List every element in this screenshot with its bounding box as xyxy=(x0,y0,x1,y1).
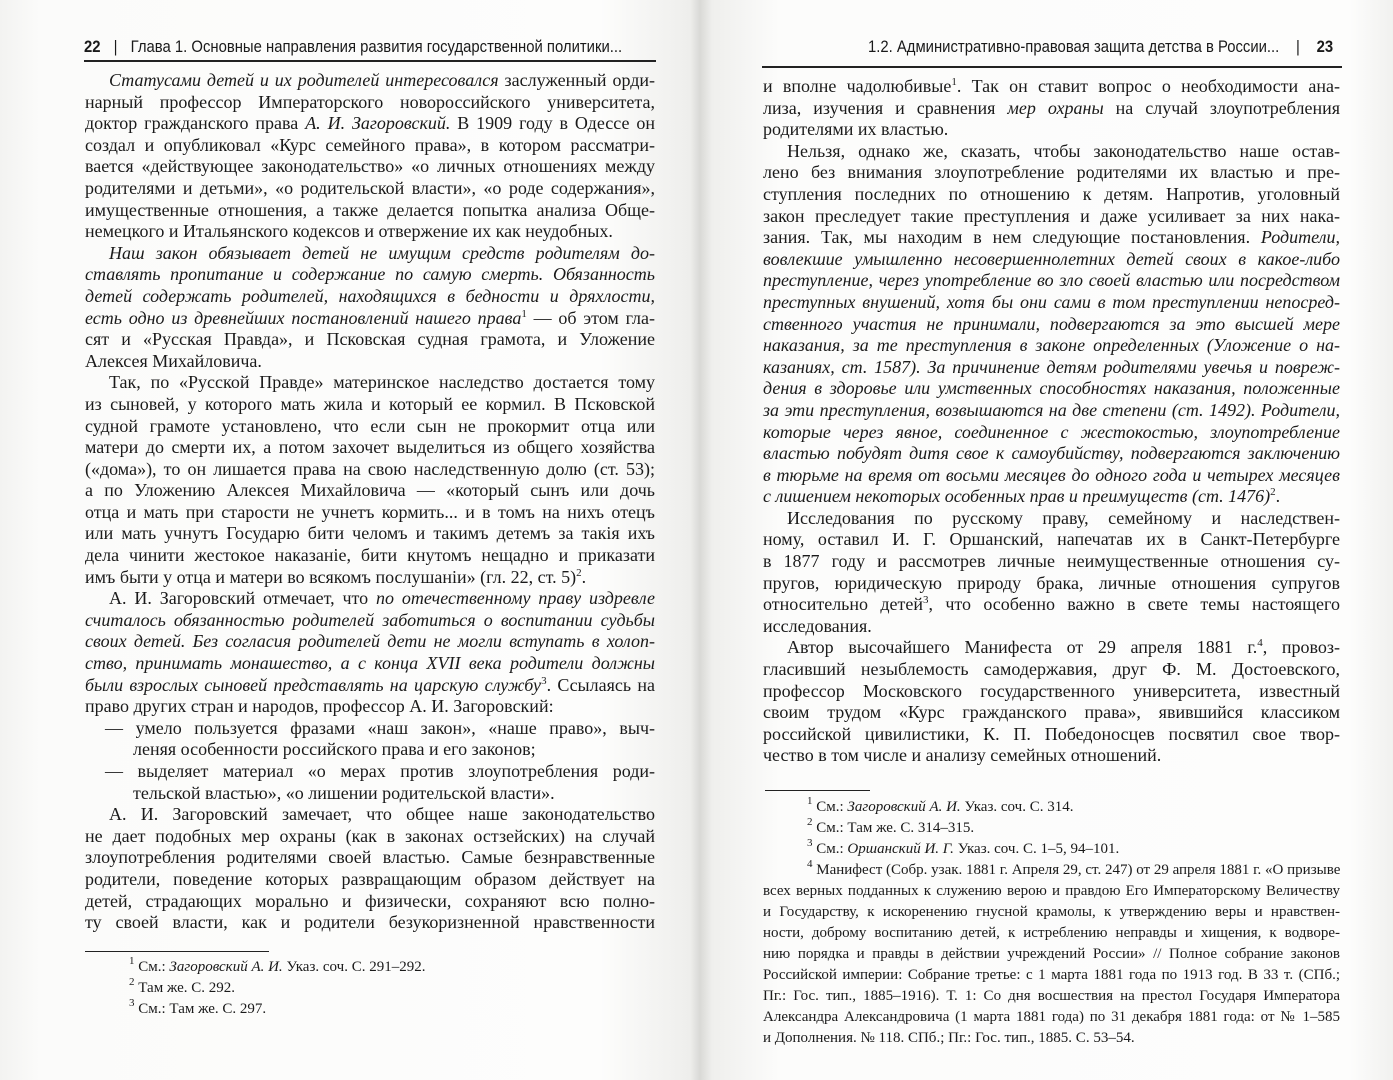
text: ступления последних по отношению к детям. Напротив, уголовный xyxy=(763,183,1340,204)
footnote-ref: 4 xyxy=(807,858,813,870)
text-line xyxy=(763,422,1340,444)
text-line xyxy=(763,681,1340,703)
footnote-line xyxy=(763,944,1340,965)
text-line xyxy=(85,502,655,524)
italic-text: А. И. Загоровский. xyxy=(305,113,451,134)
italic-text: которые через явное, соединенное с жестокостью, злоупотребление xyxy=(763,421,1340,442)
text-line xyxy=(763,529,1340,551)
text-line xyxy=(85,847,655,869)
text: родителями их властью. xyxy=(763,119,949,140)
text: тельской властью», «о лишении родительской власти». xyxy=(133,782,555,803)
text-line xyxy=(763,573,1340,595)
text: См.: xyxy=(812,799,848,815)
text-line xyxy=(85,372,655,394)
text-line xyxy=(763,551,1340,573)
italic-text: за эти преступления, возвышаются на две степени (ст. 1492). Родители, xyxy=(763,399,1340,420)
right-header-rule xyxy=(762,66,1342,68)
text: из сыновей, у которого мать жила и который ее кормил. В Псковской xyxy=(85,393,655,414)
left-running-head: Глава 1. Основные направления развития государственной политики... xyxy=(130,38,623,56)
left-footnotes xyxy=(85,957,655,1020)
footnote-line xyxy=(763,881,1340,902)
text-line xyxy=(85,718,655,740)
text: , провоз- xyxy=(1262,637,1340,658)
footnote-ref: 3 xyxy=(922,594,929,607)
footnote-line xyxy=(85,957,655,978)
text-line xyxy=(763,378,1340,400)
italic-text: считалось обязанностью родителей заботиться о воспитании судьбы xyxy=(85,609,655,630)
text-line xyxy=(85,135,655,157)
text-line xyxy=(763,249,1340,271)
left-page-number: 22 xyxy=(84,38,101,56)
header-separator: | xyxy=(1296,38,1300,56)
text: Исследования по русскому праву, семейному и наследствен- xyxy=(787,507,1340,528)
italic-text: в тюрьме на время от восьми месяцев до одного года и четырех месяцев xyxy=(763,464,1340,485)
footnote-line xyxy=(763,818,1340,839)
text: А. И. Загоровский отмечает, что xyxy=(109,588,377,609)
text: См.: Там же. С. 297. xyxy=(134,1001,267,1017)
text-line xyxy=(85,696,655,718)
text: нию порядка и правды в действии учреждений России» // Полное собрание законов xyxy=(763,946,1340,962)
text: Автор высочайшего Манифеста от 29 апреля 1881 г. xyxy=(787,637,1258,658)
text-line xyxy=(763,314,1340,336)
text: . xyxy=(1275,486,1281,507)
text-line xyxy=(763,162,1340,184)
text: Так, по «Русской Правде» материнское наследство достается тому xyxy=(109,372,655,393)
text: судной грамоте установлено, что если сын не прокормит отца или xyxy=(85,415,655,436)
text-line xyxy=(763,443,1340,465)
text: См.: Там же. С. 314–315. xyxy=(812,820,975,836)
text-line xyxy=(85,783,655,805)
italic-text: властью побудят дитя свое к самоубийству, подвергаются заключению xyxy=(763,443,1340,464)
italic-text: мер охраны xyxy=(1007,97,1104,118)
text: дела чинити жестокое наказаніе, бити кнутомъ нещадно и приказати xyxy=(85,545,655,566)
text: Указ. соч. С. 291–292. xyxy=(282,959,426,975)
italic-text: с лишением некоторых особенных прав и преимуществ (ст. 1476) xyxy=(763,486,1271,507)
text-line xyxy=(85,545,655,567)
text-line xyxy=(85,437,655,459)
italic-text: ставлять пропитание и содержание по самую смерть. Обязанность xyxy=(85,264,655,285)
footnote-line xyxy=(763,965,1340,986)
text-line xyxy=(763,745,1340,767)
text-line xyxy=(85,826,655,848)
footnote-line xyxy=(763,839,1340,860)
italic-text: дения в здоровье или умственных способностях наказания, положенные xyxy=(763,378,1340,399)
text-line xyxy=(85,70,655,92)
text-line xyxy=(85,891,655,913)
text: пругов, юридическую природу брака, личные отношения супругов xyxy=(763,572,1340,593)
text-line xyxy=(85,739,655,761)
text-line xyxy=(763,616,1340,638)
text: относительно детей xyxy=(763,594,923,615)
footnote-ref: 3 xyxy=(541,674,547,687)
text: зания. Так, мы находим в нем следующие постановления. xyxy=(763,227,1261,248)
text: всех верных подданных к служению верою и правдою Его Императорскому Величеству xyxy=(763,883,1340,899)
text: ности, доброму воспитанию детей, к истреблению неправды и хищения, к водворе- xyxy=(763,925,1340,941)
text: гласивший незыблемость самодержавия, друг Ф. М. Достоевского, xyxy=(763,659,1340,680)
text: — умело пользуется фразами «наш закон», «наше право», выч- xyxy=(105,717,655,738)
text: отца и мать при старости не учнетъ кормить... и в томъ на нихъ отецъ xyxy=(85,501,655,522)
text-line xyxy=(763,465,1340,487)
italic-text: казаниях, ст. 1587). За причинение детям родителями увечья и повреж- xyxy=(763,356,1340,377)
text: В 1909 году в Одессе он xyxy=(450,113,655,134)
text: См.: xyxy=(134,959,170,975)
footnote-line xyxy=(763,797,1340,818)
footnote-ref: 2 xyxy=(807,816,813,828)
footnote-ref: 3 xyxy=(129,997,135,1009)
text-line xyxy=(763,486,1340,508)
footnote-ref: 4 xyxy=(1257,637,1263,650)
footnote-ref: 2 xyxy=(1270,486,1276,499)
text-line xyxy=(763,637,1340,659)
text-line xyxy=(85,286,655,308)
text-line xyxy=(763,119,1340,141)
footnote-line xyxy=(763,902,1340,923)
text-line xyxy=(763,335,1340,357)
text: а по Уложению Алексея Михайловича — «который сынъ или дочь xyxy=(85,480,655,501)
left-page-body xyxy=(85,70,655,934)
text: и Государству, к искоренению гнусной крамолы, к утверждению веры и нравствен- xyxy=(763,904,1340,920)
text-line xyxy=(85,264,655,286)
text-line xyxy=(85,92,655,114)
text-line xyxy=(763,400,1340,422)
left-running-header xyxy=(84,38,622,57)
text-line xyxy=(85,912,655,934)
footnote-line xyxy=(763,860,1340,881)
text: и Дополнения. № 118. СПб.; Пг.: Гос. тип., 1885. С. 53–54. xyxy=(763,1030,1135,1046)
italic-text: по отечественному праву издревле xyxy=(376,588,655,609)
text-line xyxy=(763,659,1340,681)
text: Российской империи: Собрание третье: с 1 марта 1881 года по 1913 год. В 33 т. (СПб.; xyxy=(763,967,1340,983)
text: Манифест (Собр. узак. 1881 г. Апреля 29, ст. 247) от 29 апреля 1881 г. «О призыве xyxy=(812,862,1341,878)
text-line xyxy=(763,141,1340,163)
text-line xyxy=(763,724,1340,746)
text: Алексея Михайловича. xyxy=(85,350,262,371)
italic-text: Статусами детей и их родителей интересовался xyxy=(109,70,499,90)
right-page-number: 23 xyxy=(1316,38,1334,56)
text: Пг.: Гос. тип., 1885–1916). Т. 1: Со дня восшествия на престол Государя Императора xyxy=(763,988,1340,1004)
text-line xyxy=(763,76,1340,98)
text: родителями и детьми», «о родительской власти», «о роде содержания», xyxy=(85,177,655,198)
text: сят и «Русская Правда», и Псковская судная грамота, и Уложение xyxy=(85,329,655,350)
text-line xyxy=(85,480,655,502)
text-line xyxy=(763,594,1340,616)
text-line xyxy=(763,357,1340,379)
text-line xyxy=(85,653,655,675)
text-line xyxy=(85,631,655,653)
text: имущественные отношения, а также делается попытка анализа Обще- xyxy=(85,199,655,220)
italic-text: были взрослых сыновей представлять на царскую службу xyxy=(85,674,542,695)
footnote-line xyxy=(763,986,1340,1007)
text: доктор гражданского права xyxy=(85,113,306,134)
footnote-ref: 2 xyxy=(576,566,582,579)
italic-text: Родители, xyxy=(1260,227,1340,248)
left-footnote-rule xyxy=(85,951,269,952)
text: , что особенно важно в свете темы настоящего xyxy=(928,594,1340,615)
text: исследования. xyxy=(763,615,872,636)
text: — выделяет материал «о мерах против злоупотребления роди- xyxy=(105,761,655,781)
right-running-header xyxy=(868,38,1333,57)
text-line xyxy=(85,459,655,481)
footnote-ref: 1 xyxy=(951,76,957,88)
text: и вполне чадолюбивые xyxy=(763,76,952,96)
text: матери до смерти их, а потом захочет выделиться из общего хозяйства xyxy=(85,437,655,458)
text: право других стран и народов, профессор А. И. Загоровский: xyxy=(85,696,554,717)
italic-text: есть одно из древнейших постановлений нашего права xyxy=(85,307,522,328)
italic-text: Загоровский А. И. xyxy=(847,799,961,815)
text-line xyxy=(85,329,655,351)
text: на случай злоупотребления xyxy=(1103,97,1340,118)
italic-text: вовлекшие умышленно несовершеннолетних детей своих в какое-либо xyxy=(763,248,1340,269)
italic-text: Наш закон обязывает детей не имущим средств родителям до- xyxy=(109,242,655,263)
italic-text: Загоровский А. И. xyxy=(169,959,283,975)
text: Нельзя, однако же, сказать, чтобы законодательство наше остав- xyxy=(787,140,1340,161)
header-separator: | xyxy=(113,38,118,56)
footnote-ref: 1 xyxy=(807,795,813,807)
text: родители, поведение которых развращающим образом действует на xyxy=(85,868,655,889)
text-line xyxy=(85,113,655,135)
text: («дома»), то он лишается права на свою наследственную долю (ст. 53); xyxy=(85,458,655,479)
text: . xyxy=(581,566,587,587)
text: нарный профессор Императорского новороссийского университета, xyxy=(85,91,655,112)
right-footnotes xyxy=(763,797,1340,1049)
text: . Так он ставит вопрос о необходимости ана- xyxy=(956,76,1340,96)
text-line xyxy=(85,610,655,632)
right-footnote-rule xyxy=(765,790,870,791)
text-line xyxy=(763,702,1340,724)
text-line xyxy=(85,308,655,330)
text: детей, страдающих морально и физически, сохраняют всю полно- xyxy=(85,890,655,911)
text-line xyxy=(763,227,1340,249)
italic-text: преступных внушений, хотя бы они сами в том преступлении непосред- xyxy=(763,291,1340,312)
text-line xyxy=(763,98,1340,120)
text: леняя особенности российского права и его законов; xyxy=(133,739,536,760)
text: лено без внимания злоупотребление родителями их властью и пре- xyxy=(763,162,1340,183)
text: или мать учнутъ Государю бити челомъ и такимъ детемъ за такія ихъ xyxy=(85,523,655,544)
text: Указ. соч. С. 314. xyxy=(960,799,1074,815)
text: чество в том числе и анализу семейных отношений. xyxy=(763,745,1162,766)
text: А. И. Загоровский замечает, что общее наше законодательство xyxy=(109,804,655,825)
text: ту своей власти, как и родители безукоризненной нравственности xyxy=(85,912,655,933)
text: — об этом гла- xyxy=(526,307,656,328)
footnote-ref: 2 xyxy=(129,976,135,988)
text: немецкого и Итальянского кодексов и отвержение их как неудобных. xyxy=(85,221,613,242)
text-line xyxy=(85,351,655,373)
text-line xyxy=(763,292,1340,314)
footnote-line xyxy=(85,978,655,999)
text: вается «действующее законодательство» «о личных отношениях между xyxy=(85,156,655,177)
text-line xyxy=(85,761,655,783)
text-line xyxy=(763,206,1340,228)
text-line xyxy=(85,416,655,438)
italic-text: ственного участия не принимали, подвергаются за это высшей мере xyxy=(763,313,1340,334)
text-line xyxy=(85,221,655,243)
text: ному, оставил И. Г. Оршанский, напечатав их в Санкт-Петербурге xyxy=(763,529,1340,550)
text: не дает подобных мер охраны (как в законах остзейских) на случай xyxy=(85,825,655,846)
text-line xyxy=(85,675,655,697)
text: . Ссылаясь на xyxy=(546,674,655,695)
text: злоупотребления родителями своей властью. Самые безнравственные xyxy=(85,847,655,868)
footnote-line xyxy=(763,1028,1340,1049)
italic-text: Оршанский И. Г. xyxy=(847,841,954,857)
text-line xyxy=(763,184,1340,206)
footnote-line xyxy=(763,1007,1340,1028)
text: лиза, изучения и сравнения xyxy=(763,97,1008,118)
text: российской цивилистики, К. П. Победоносцев посвятил свое твор- xyxy=(763,723,1340,744)
text: имъ быти у отца и матери во всякомъ послушаніи» (гл. 22, ст. 5) xyxy=(85,566,577,587)
left-header-rule xyxy=(84,60,656,62)
text-line xyxy=(85,523,655,545)
text: профессор Московского государственного университета, известный xyxy=(763,680,1340,701)
italic-text: детей содержать родителей, находящихся в бедности и дряхлости, xyxy=(85,285,655,306)
text-line xyxy=(85,567,655,589)
italic-text: ство, принимать монашество, а с конца XVII века родители должны xyxy=(85,653,655,674)
footnote-line xyxy=(85,999,655,1020)
footnote-ref: 1 xyxy=(129,955,135,967)
footnote-line xyxy=(763,923,1340,944)
footnote-ref: 1 xyxy=(521,307,527,320)
text: своим трудом «Курс гражданского права», явившийся классиком xyxy=(763,702,1340,723)
text-line xyxy=(85,804,655,826)
text: заслуженный орди- xyxy=(498,70,656,90)
text: в 1877 году и рассмотрев личные неимущественные отношения су- xyxy=(763,551,1340,572)
text: Там же. С. 292. xyxy=(134,980,236,996)
text: См.: xyxy=(812,841,848,857)
text: создал и опубликовал «Курс семейного права», в котором рассматри- xyxy=(85,134,655,155)
text: закон преследует такие преступления и даже усиливает за них нака- xyxy=(763,205,1340,226)
italic-text: наказания, за те преступления в законе определенных (Уложение о на- xyxy=(763,335,1340,356)
text: Указ. соч. С. 1–5, 94–101. xyxy=(953,841,1120,857)
text: Александра Александровича (1 марта 1881 года) по 31 декабря 1881 года: от № 1–585 xyxy=(763,1009,1340,1025)
footnote-ref: 3 xyxy=(807,837,813,849)
text-line xyxy=(85,243,655,265)
text-line xyxy=(763,270,1340,292)
text-line xyxy=(85,588,655,610)
text-line xyxy=(85,178,655,200)
italic-text: преступление, через употребление во зло своей властью или посредством xyxy=(763,270,1340,291)
text-line xyxy=(85,200,655,222)
right-page-body xyxy=(763,76,1340,767)
right-running-head: 1.2. Административно-правовая защита детства в России... xyxy=(868,38,1280,56)
text-line xyxy=(763,508,1340,530)
text-line xyxy=(85,869,655,891)
text-line xyxy=(85,156,655,178)
italic-text: своих детей. Без согласия родителей дети не могли вступать в холоп- xyxy=(85,631,655,652)
text-line xyxy=(85,394,655,416)
